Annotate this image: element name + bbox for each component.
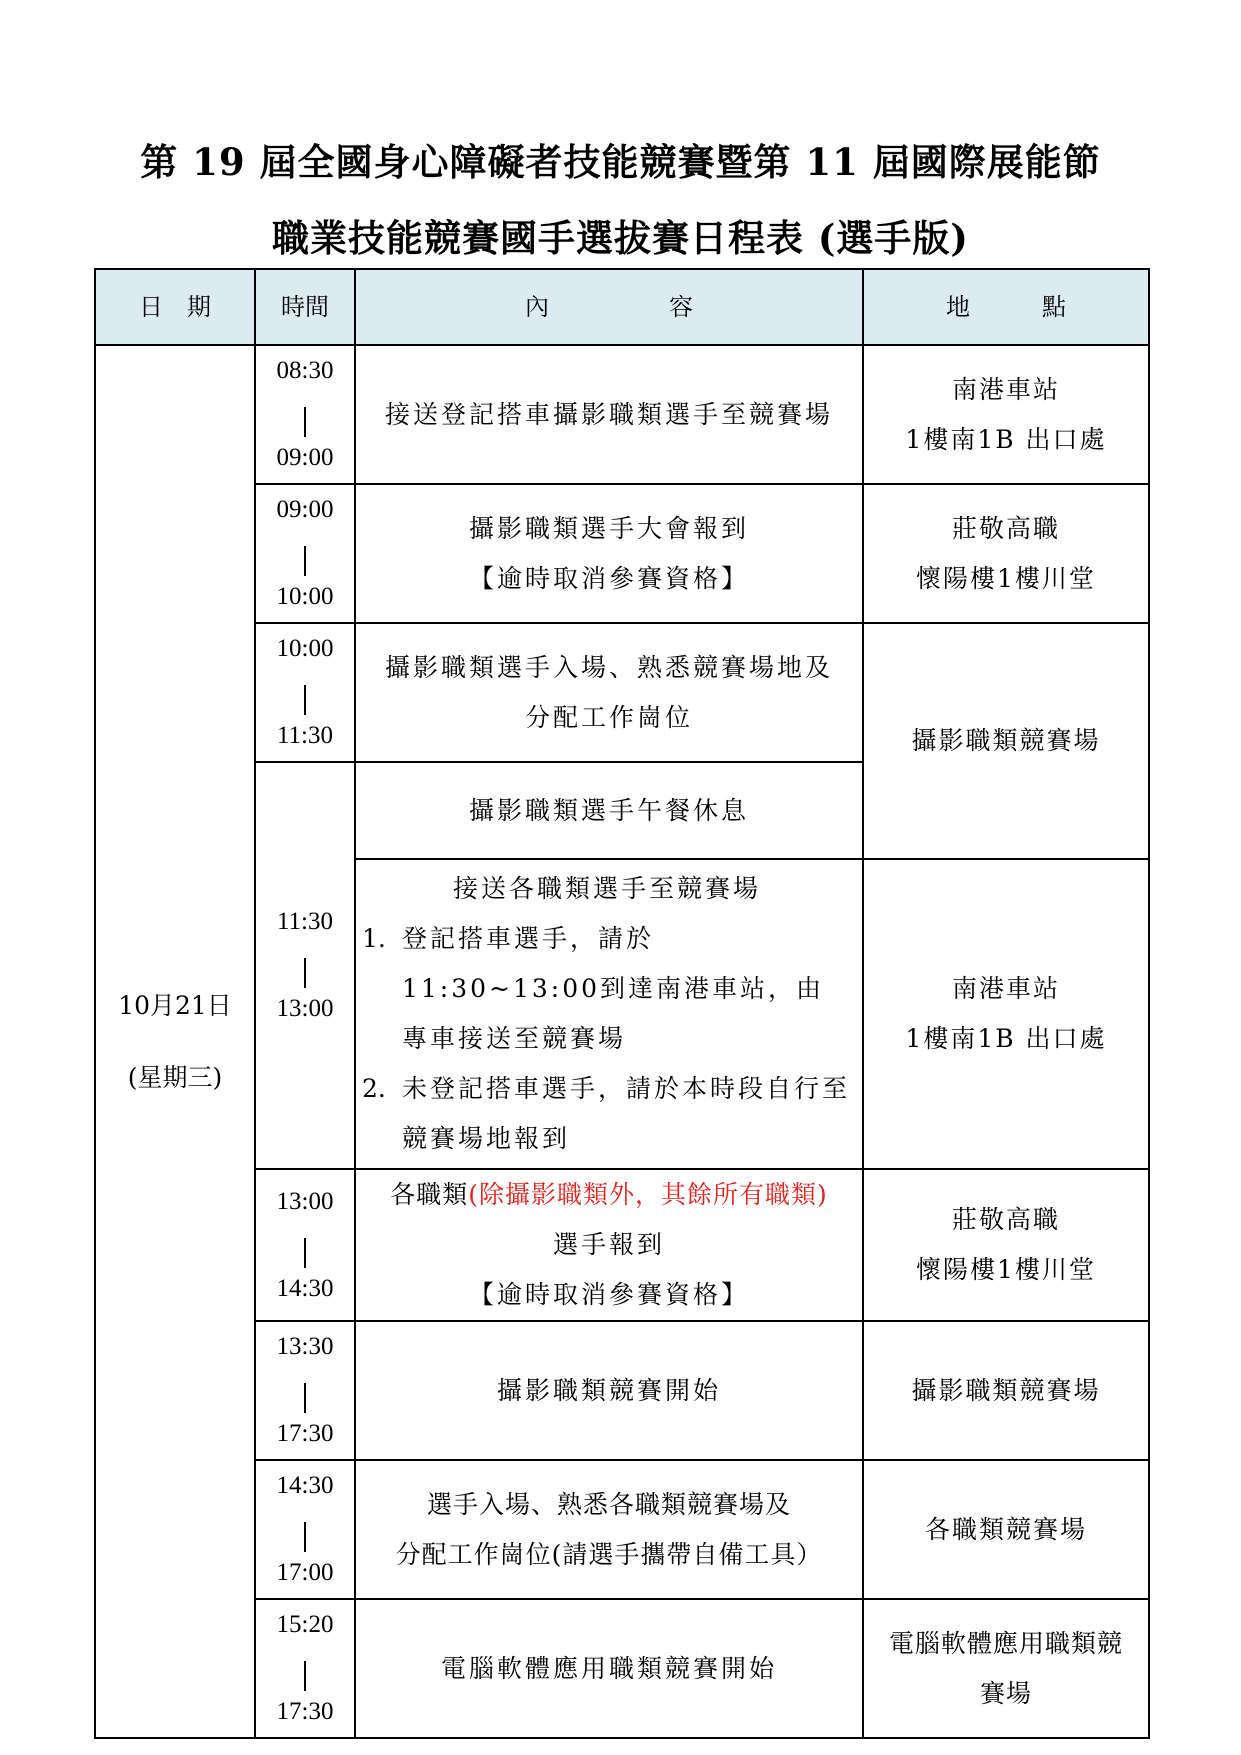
header-date: 日 期 <box>95 269 255 345</box>
location-line: 賽場 <box>979 1678 1032 1708</box>
location-cell <box>863 859 1149 1169</box>
date-day: 10月21日 <box>118 990 232 1020</box>
location-cell <box>863 623 1149 859</box>
content-line: 接送登記搭車攝影職類選手至競賽場 <box>384 399 833 429</box>
location-line: 南港車站 <box>951 374 1060 404</box>
time-range-bar <box>260 1372 350 1409</box>
step-text: 未登記搭車選手，請於本時段自行至競賽場地報到 <box>402 1074 851 1153</box>
time-range-bar <box>260 947 350 984</box>
location-line: 1樓南1B 出口處 <box>905 424 1107 454</box>
time-start: 09:00 <box>276 496 334 523</box>
location-cell <box>863 1169 1149 1321</box>
time-range-bar <box>260 674 350 711</box>
list-item: 1. 登記搭車選手，請於11:30~13:00到達南港車站，由專車接送至競賽場 <box>362 924 825 1053</box>
location-line: 懷陽樓1樓川堂 <box>916 1255 1096 1284</box>
content-line: 【逾時取消參賽資格】 <box>468 563 749 593</box>
content-line: 分配工作崗位(請選手攜帶自備工具） <box>395 1539 823 1569</box>
location-line: 莊敬高職 <box>951 513 1060 543</box>
time-start: 08:30 <box>276 357 334 384</box>
content-cell <box>355 345 863 484</box>
list-item: 2. 未登記搭車選手，請於本時段自行至競賽場地報到 <box>362 1074 851 1153</box>
time-cell <box>255 1599 355 1738</box>
content-cell <box>355 1169 863 1321</box>
time-cell <box>255 762 355 1169</box>
location-cell <box>863 345 1149 484</box>
location-cell <box>863 1460 1149 1599</box>
location-line: 懷陽樓1樓川堂 <box>916 563 1096 593</box>
time-range-bar <box>260 1650 350 1687</box>
time-cell <box>255 1460 355 1599</box>
time-range-bar <box>260 1227 350 1264</box>
content-line: 【逾時取消參賽資格】 <box>468 1280 749 1309</box>
content-line: 攝影職類選手入場、熟悉競賽場地及 <box>384 652 833 682</box>
time-end: 09:00 <box>276 444 334 471</box>
location-cell <box>863 1321 1149 1460</box>
content-line: 電腦軟體應用職類競賽開始 <box>440 1653 777 1683</box>
time-start: 14:30 <box>276 1472 334 1499</box>
time-cell <box>255 1321 355 1460</box>
time-start: 11:30 <box>276 908 334 935</box>
time-start: 10:00 <box>276 635 334 662</box>
date-cell <box>95 345 255 1738</box>
time-cell <box>255 484 355 623</box>
content-cell <box>355 1460 863 1599</box>
location-line: 電腦軟體應用職類競 <box>888 1628 1123 1658</box>
content-title: 接送各職類選手至競賽場 <box>452 874 761 903</box>
location-line: 南港車站 <box>951 974 1060 1003</box>
time-end: 17:30 <box>276 1420 334 1447</box>
time-end: 13:00 <box>276 995 334 1022</box>
content-line: 選手入場、熟悉各職類競賽場及 <box>426 1489 791 1519</box>
location-cell <box>863 484 1149 623</box>
time-end: 11:30 <box>276 722 334 749</box>
time-cell <box>255 345 355 484</box>
location-line: 攝影職類競賽場 <box>911 1375 1101 1405</box>
document-title: 第 19 屆全國身心障礙者技能競賽暨第 11 屆國際展能節 <box>140 140 1101 184</box>
header-time: 時間 <box>255 269 355 345</box>
time-end: 10:00 <box>276 583 334 610</box>
step-text: 登記搭車選手，請於11:30~13:00到達南港車站，由專車接送至競賽場 <box>402 924 825 1053</box>
location-line: 各職類競賽場 <box>924 1514 1087 1544</box>
time-range-bar <box>260 396 350 433</box>
location-line: 莊敬高職 <box>951 1205 1060 1234</box>
date-weekday: (星期三) <box>127 1062 223 1092</box>
time-start: 15:20 <box>276 1611 334 1638</box>
content-line: 攝影職類選手午餐休息 <box>468 795 749 825</box>
time-cell <box>255 1169 355 1321</box>
location-line: 攝影職類競賽場 <box>911 726 1101 755</box>
content-prefix: 各職類 <box>390 1180 469 1209</box>
time-start: 13:30 <box>276 1333 334 1360</box>
schedule-table <box>94 268 1150 1739</box>
document-subtitle: 職業技能競賽國手選拔賽日程表 (選手版) <box>272 216 969 260</box>
content-cell <box>355 484 863 623</box>
content-highlight: (除攝影職類外，其餘所有職類) <box>468 1180 828 1209</box>
time-end: 14:30 <box>276 1274 334 1302</box>
time-start: 13:00 <box>276 1187 334 1215</box>
content-line: 選手報到 <box>552 1230 665 1259</box>
content-cell <box>355 859 863 1169</box>
content-line <box>358 1170 860 1220</box>
header-content: 內 容 <box>355 269 863 345</box>
content-cell <box>355 623 863 762</box>
location-line: 1樓南1B 出口處 <box>905 1024 1107 1053</box>
content-cell <box>355 1599 863 1738</box>
steps-list <box>362 914 852 1164</box>
time-cell <box>255 623 355 762</box>
time-range-bar <box>260 535 350 572</box>
table-row <box>95 345 1149 484</box>
location-cell <box>863 1599 1149 1738</box>
time-end: 17:30 <box>276 1698 334 1725</box>
content-line: 分配工作崗位 <box>524 702 693 732</box>
content-cell <box>355 1321 863 1460</box>
content-line: 攝影職類選手大會報到 <box>468 513 749 543</box>
content-line: 攝影職類競賽開始 <box>496 1375 721 1405</box>
content-cell <box>355 762 863 859</box>
header-row <box>95 269 1149 345</box>
time-end: 17:00 <box>276 1559 334 1586</box>
time-range-bar <box>260 1511 350 1548</box>
header-location: 地 點 <box>863 269 1149 345</box>
